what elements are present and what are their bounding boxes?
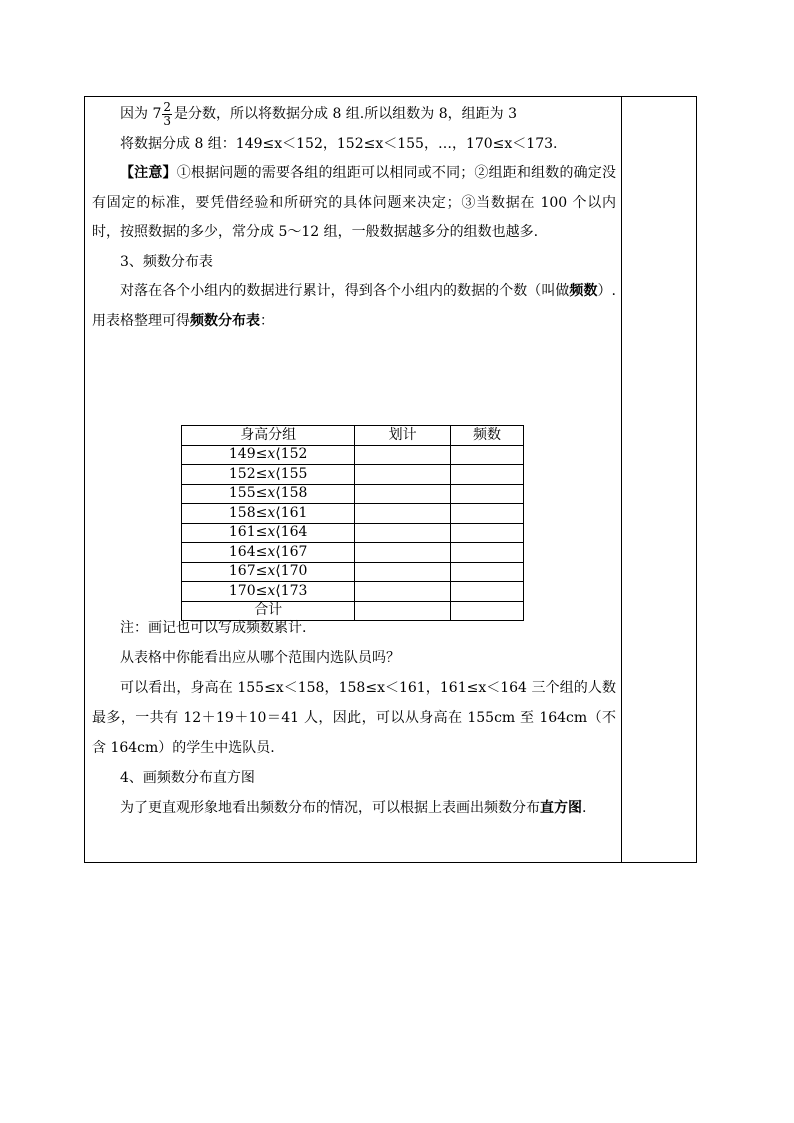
histogram-term: 直方图 — [540, 800, 582, 816]
fraction-numerator: 2 — [163, 99, 171, 114]
height-range-cell: 167≤x⟨170 — [182, 562, 355, 582]
group-count-paragraph — [92, 100, 616, 130]
header-tally: 划计 — [355, 426, 451, 446]
frequency-cell — [450, 445, 523, 465]
tally-cell — [355, 543, 451, 563]
answer-paragraph: 可以看出，身高在 155≤x＜158，158≤x＜161，161≤x＜164 三个组的人数最多，一共有 12＋19＋10＝41 人，因此，可以从身高在 155cm 至 164cm（不含 164cm）的学生中选队员. — [92, 680, 616, 756]
frequency-definition-paragraph — [92, 277, 616, 336]
table-row — [182, 543, 524, 563]
note-paragraph — [92, 159, 616, 248]
freq-text-3: ： — [260, 312, 274, 329]
frequency-cell — [450, 562, 523, 582]
table-row — [182, 484, 524, 504]
histogram-text-2: . — [582, 800, 587, 816]
frequency-cell — [450, 465, 523, 485]
tally-cell — [355, 523, 451, 543]
fraction-denominator: 3 — [163, 113, 171, 128]
tally-cell — [355, 562, 451, 582]
section-4-heading: 4、画频数分布直方图 — [120, 770, 255, 786]
freq-text-1: 对落在各个小组内的数据进行累计，得到各个小组内的数据的个数（叫做 — [120, 283, 570, 299]
content-top — [92, 100, 616, 336]
table-row — [182, 465, 524, 485]
p1-suffix: 是分数，所以将数据分成 8 组.所以组数为 8，组距为 3 — [174, 106, 517, 122]
freq-text-2: ）.用表格整理可得 — [92, 283, 617, 329]
table-row — [182, 445, 524, 465]
header-frequency: 频数 — [450, 426, 523, 446]
column-divider — [621, 96, 622, 863]
note-label: 【注意】 — [120, 165, 177, 181]
p1-prefix: 因为 7 — [120, 106, 162, 122]
section-3-heading: 3、频数分布表 — [120, 253, 213, 270]
tally-cell — [355, 465, 451, 485]
frequency-cell — [450, 582, 523, 602]
table-row — [182, 582, 524, 602]
tally-cell — [355, 504, 451, 524]
frequency-cell — [450, 523, 523, 543]
histogram-paragraph — [92, 793, 616, 823]
table-row — [182, 523, 524, 543]
frequency-table — [181, 425, 524, 621]
height-range-cell: 149≤x⟨152 — [182, 445, 355, 465]
height-range-cell: 155≤x⟨158 — [182, 484, 355, 504]
total-label-cell: 合计 — [182, 601, 355, 621]
table-row — [182, 562, 524, 582]
tally-cell — [355, 582, 451, 602]
frequency-cell — [450, 484, 523, 504]
frequency-cell — [450, 504, 523, 524]
height-range-cell: 161≤x⟨164 — [182, 523, 355, 543]
group-split-paragraph: 将数据分成 8 组：149≤x＜152，152≤x＜155，…，170≤x＜173. — [120, 135, 558, 152]
frequency-cell — [450, 543, 523, 563]
note-text: ①根据问题的需要各组的组距可以相同或不同；②组距和组数的确定没有固定的标准，要凭借经验和所研究的具体问题来决定；③当数据在 100 个以内时，按照数据的多少，常分成 5～12 组，一般数据越多分的组数也越多. — [92, 165, 617, 240]
height-range-cell: 164≤x⟨167 — [182, 543, 355, 563]
fraction — [162, 101, 172, 128]
table-row — [182, 504, 524, 524]
freq-term-table: 频数分布表 — [190, 312, 260, 329]
tally-cell — [355, 445, 451, 465]
header-height-group: 身高分组 — [182, 426, 355, 446]
table-header-row — [182, 426, 524, 446]
content-bottom — [92, 613, 616, 823]
question-paragraph: 从表格中你能看出应从哪个范围内选队员吗？ — [120, 650, 400, 666]
histogram-text-1: 为了更直观形象地看出频数分布的情况，可以根据上表画出频数分布 — [120, 800, 540, 816]
height-range-cell: 170≤x⟨173 — [182, 582, 355, 602]
tally-note: 注：画记也可以写成频数累计. — [120, 620, 307, 636]
freq-term-frequency: 频数 — [569, 283, 598, 299]
height-range-cell: 152≤x⟨155 — [182, 465, 355, 485]
tally-cell — [355, 484, 451, 504]
height-range-cell: 158≤x⟨161 — [182, 504, 355, 524]
